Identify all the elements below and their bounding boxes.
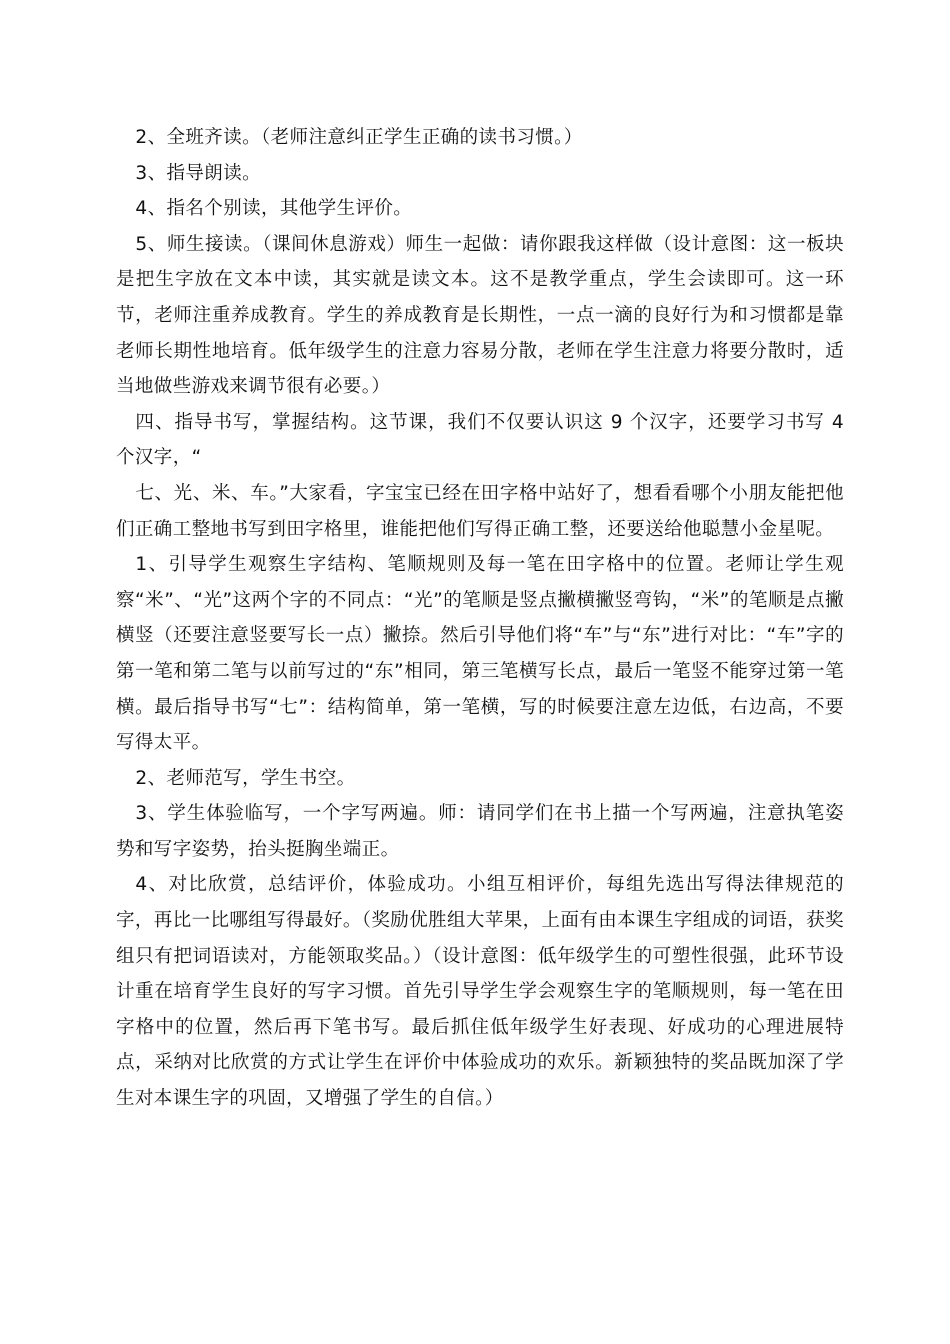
paragraph-class-read-aloud: 2、全班齐读。（老师注意纠正学生正确的读书习惯。） [135,127,583,148]
document-body [116,120,844,1117]
paragraph-characters-intro: 七、光、米、车。”大家看，字宝宝已经在田字格中站好了，想看看哪个小朋友能把他们正确工整地书写到田字格里，谁能把他们写得正确工整，还要送给他聪慧小金星呢。 [116,482,844,540]
paragraph-student-practice: 3、学生体验临写，一个字写两遍。师：请同学们在书上描一个写两遍，注意执笔姿势和写字姿势，抬头挺胸坐端正。 [116,803,844,860]
paragraph-observe-structure: 1、引导学生观察生字结构、笔顺规则及每一笔在田字格中的位置。老师让学生观察“米”、“光”这两个字的不同点：“光”的笔顺是竖点撇横撇竖弯钩，“米”的笔顺是点撇横竖（还要注意竖要写长一点）撇捺。然后引导他们将“车”与“东”进行对比：“车”字的第一笔和第二笔与以前写过的“东”相同，第三笔横写长点，最后一笔竖不能穿过第一笔横。最后指导书写“七”：结构简单，第一笔横，写的时候要注意左边低，右边高，不要写得太平。 [116,554,844,754]
paragraph-writing-guidance: 四、指导书写，掌握结构。这节课，我们不仅要认识这 9 个汉字，还要学习书写 4 个汉字，“ [116,411,844,469]
paragraph-compare-evaluate: 4、对比欣赏，总结评价，体验成功。小组互相评价，每组先选出写得法律规范的字，再比一比哪组写得最好。（奖励优胜组大苹果，上面有由本课生字组成的词语，获奖组只有把词语读对，方能领取奖品。）（设计意图：低年级学生的可塑性很强，此环节设计重在培育学生良好的写字习惯。首先引导学生学会观察生字的笔顺规则，每一笔在田字格中的位置，然后再下笔书写。最后抓住低年级学生好表现、好成功的心理进展特点，采纳对比欣赏的方式让学生在评价中体验成功的欢乐。新颖独特的奖品既加深了学生对本课生字的巩固，又增强了学生的自信。） [116,874,844,1110]
paragraph-teacher-demo: 2、老师范写，学生书空。 [135,767,356,789]
paragraph-guided-reading: 3、指导朗读。 [135,162,261,184]
paragraph-individual-reading: 4、指名个别读，其他学生评价。 [135,198,413,220]
paragraph-teacher-student-reading: 5、师生接读。（课间休息游戏）师生一起做：请你跟我这样做（设计意图：这一板块是把生字放在文本中读，其实就是读文本。这不是教学重点，学生会读即可。这一环节，老师注重养成教育。学生的养成教育是长期性，一点一滴的良好行为和习惯都是靠老师长期性地培育。低年级学生的注意力容易分散，老师在学生注意力将要分散时，适当地做些游戏来调节很有必要。） [116,233,844,398]
